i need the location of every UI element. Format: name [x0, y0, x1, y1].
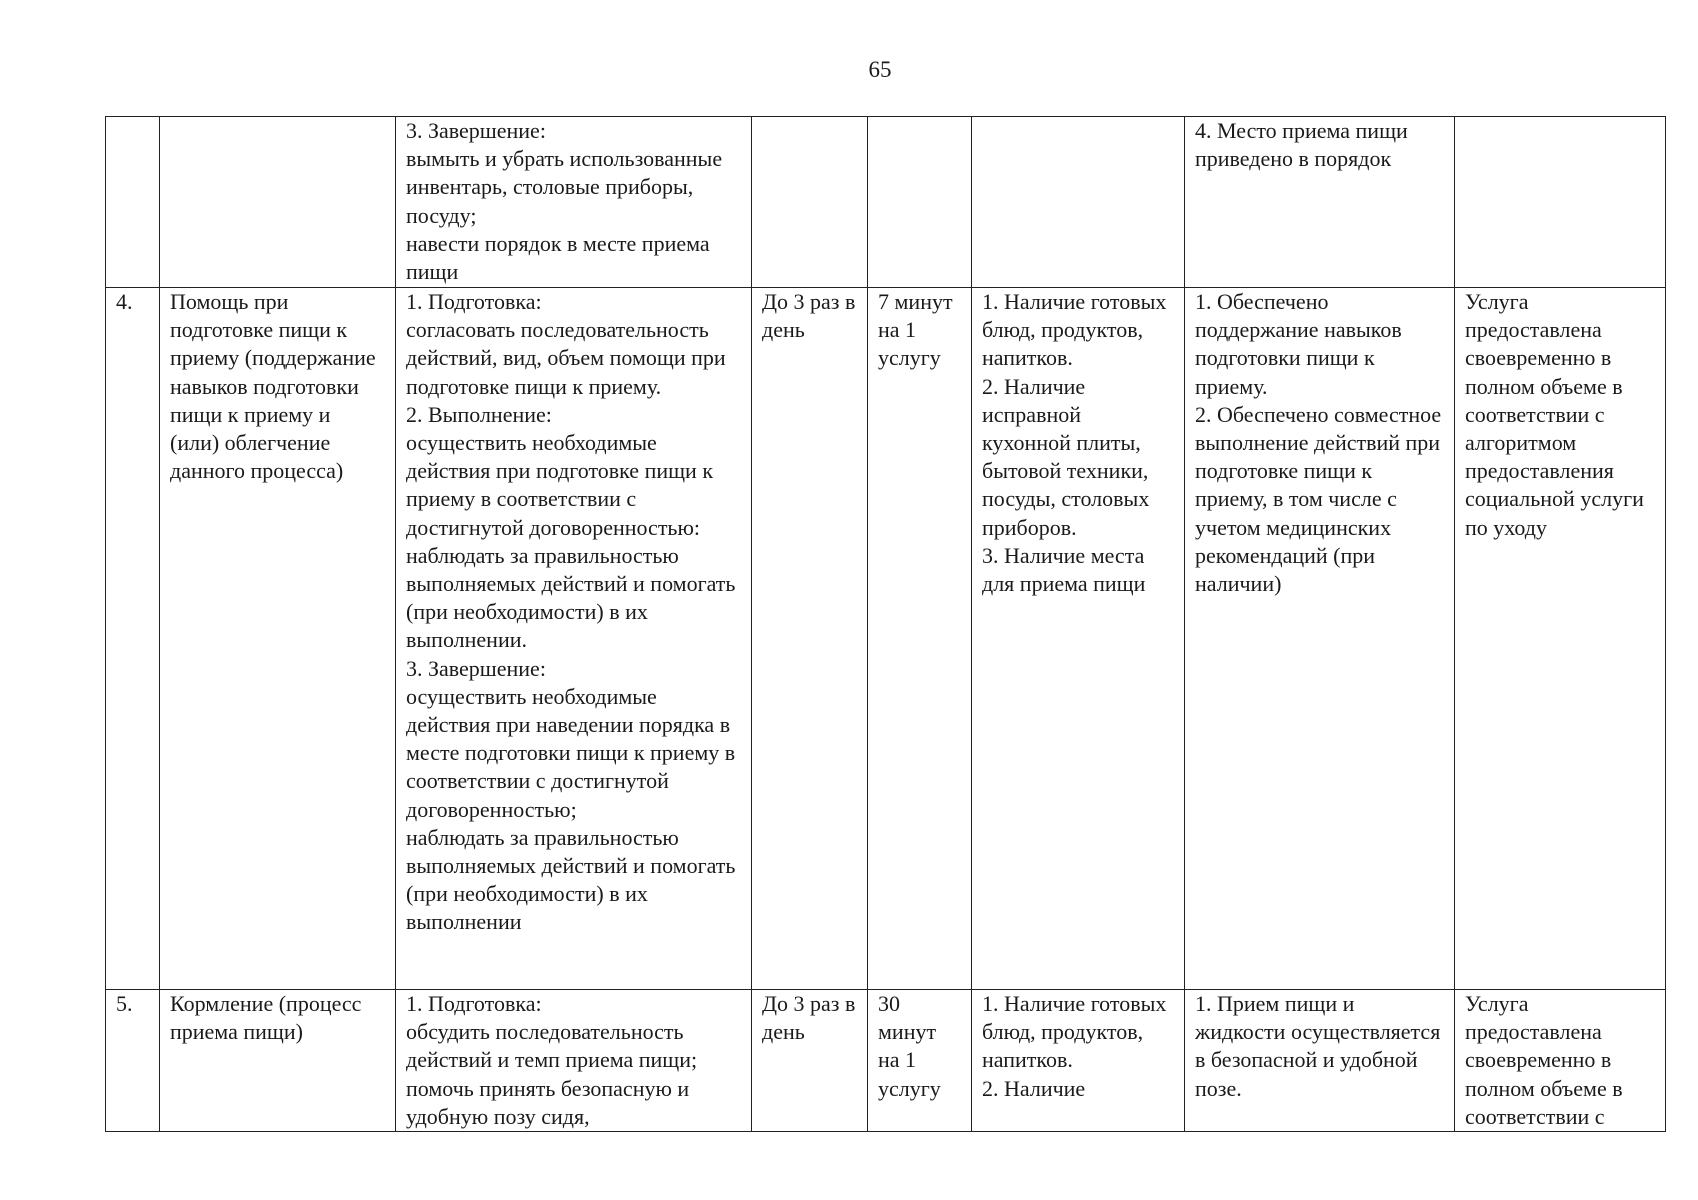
results-cell: 4. Место приема пищи приведено в порядок [1185, 117, 1455, 288]
evaluation-cell: Услуга предоставлена своевременно в полном объеме в соответствии с [1455, 990, 1666, 1132]
conditions-cell: 1. Наличие готовых блюд, продуктов, напитков. 2. Наличие [972, 990, 1185, 1132]
row-number-cell [106, 117, 160, 288]
duration-cell: 30 минут на 1 услугу [868, 990, 972, 1132]
evaluation-cell [1455, 117, 1666, 288]
row-number-cell: 5. [106, 990, 160, 1132]
conditions-cell: 1. Наличие готовых блюд, продуктов, напитков. 2. Наличие исправной кухонной плиты, бытовой техники, посуды, столовых приборов. 3. Наличие места для приема пищи [972, 288, 1185, 990]
duration-cell: 7 минут на 1 услугу [868, 288, 972, 990]
services-table [105, 116, 1666, 1132]
results-cell: 1. Обеспечено поддержание навыков подготовки пищи к приему. 2. Обеспечено совместное выполнение действий при подготовке пищи к приему, в том числе с учетом медицинских рекомендаций (при наличии) [1185, 288, 1455, 990]
service-steps-cell: 1. Подготовка: обсудить последовательность действий и темп приема пищи; помочь принять безопасную и удобную позу сидя, [396, 990, 752, 1132]
frequency-cell: До 3 раз в день [752, 288, 868, 990]
page-number: 65 [868, 57, 892, 82]
table-row [106, 117, 1666, 288]
service-name-cell [160, 117, 396, 288]
conditions-cell [972, 117, 1185, 288]
table-row [106, 990, 1666, 1132]
row-number-cell: 4. [106, 288, 160, 990]
results-cell: 1. Прием пищи и жидкости осуществляется в безопасной и удобной позе. [1185, 990, 1455, 1132]
table-row [106, 288, 1666, 990]
evaluation-cell: Услуга предоставлена своевременно в полном объеме в соответствии с алгоритмом предоставления социальной услуги по уходу [1455, 288, 1666, 990]
service-name-cell: Кормление (процесс приема пищи) [160, 990, 396, 1132]
frequency-cell [752, 117, 868, 288]
duration-cell [868, 117, 972, 288]
service-steps-cell: 3. Завершение: вымыть и убрать использованные инвентарь, столовые приборы, посуду; навести порядок в месте приема пищи [396, 117, 752, 288]
service-name-cell: Помощь при подготовке пищи к приему (поддержание навыков подготовки пищи к приему и (или) облегчение данного процесса) [160, 288, 396, 990]
frequency-cell: До 3 раз в день [752, 990, 868, 1132]
service-steps-cell: 1. Подготовка: согласовать последовательность действий, вид, объем помощи при подготовке пищи к приему. 2. Выполнение: осуществить необходимые действия при подготовке пищи к приему в соответствии с достигнутой договоренностью: наблюдать за правильностью выполняемых действий и помогать (при необходимости) в их выполнении. 3. Завершение: осуществить необходимые действия при наведении порядка в месте подготовки пищи к приему в соответствии с достигнутой договоренностью; наблюдать за правильностью выполняемых действий и помогать (при необходимости) в их выполнении [396, 288, 752, 990]
